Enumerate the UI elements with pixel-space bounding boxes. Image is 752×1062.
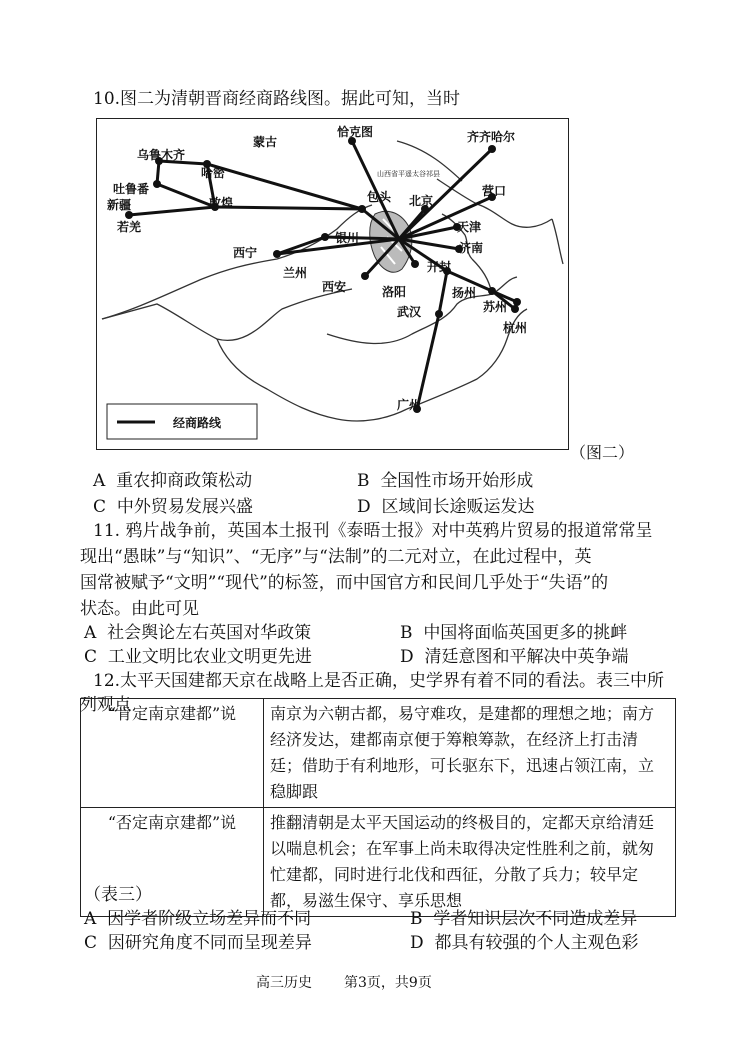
table-value: 南京为六朝古都，易守难攻，是建都的理想之地；南方经济发达，建都南京便于筹粮筹款，在经济上打击清廷；借助于有利地形，可长驱东下，迅速占领江南，立稳脚跟 — [264, 699, 676, 808]
footer-subject: 高三历史 — [256, 975, 312, 991]
table-row — [81, 808, 676, 917]
q12-option-a: A 因学者阶级立场差异而不同 — [84, 909, 312, 929]
trade-route-map — [96, 118, 569, 450]
city-label-kyakhta: 恰克图 — [337, 125, 374, 139]
q11-option-d: D 清廷意图和平解决中英争端 — [400, 647, 629, 667]
city-label-wuhan: 武汉 — [397, 305, 422, 319]
q10-option-b: B 全国性市场开始形成 — [357, 471, 534, 491]
city-label-dunhuang: 敦煌 — [209, 196, 234, 210]
city-label-lanzhou: 兰州 — [283, 266, 308, 280]
city-label-baotou: 包头 — [367, 190, 392, 204]
city-label-ruoqiang: 若羌 — [117, 220, 142, 234]
q11-option-b: B 中国将面临英国更多的挑衅 — [400, 623, 628, 643]
table-key: “否定南京建都”说 — [81, 808, 264, 917]
q10-option-c: C 中外贸易发展兴盛 — [93, 497, 253, 517]
q12-line-1: 12.太平天国建都天京在战略上是否正确，史学界有着不同的看法。表三中所 — [93, 671, 665, 691]
city-label-hangzhou: 杭州 — [503, 321, 528, 335]
city-label-tianjin: 天津 — [457, 220, 482, 234]
city-label-xinjiang: 新疆 — [107, 198, 132, 212]
shanxi-label: 山西省平遥太谷祁县 — [377, 170, 440, 178]
trade-routes — [129, 141, 517, 409]
city-label-xining: 西宁 — [233, 246, 258, 260]
q11-line-4: 状态。由此可见 — [80, 599, 199, 619]
q10-stem: 10.图二为清朝晋商经商路线图。据此可知，当时 — [93, 89, 461, 109]
city-label-urumqi: 乌鲁木齐 — [137, 148, 186, 162]
footer-page-number: 第3页，共9页 — [344, 975, 432, 991]
city-label-mongolia: 蒙古 — [253, 135, 278, 149]
city-label-suzhou: 苏州 — [483, 300, 508, 314]
figure-caption: （图二） — [570, 443, 635, 462]
map-svg — [97, 119, 568, 449]
table-value: 推翻清朝是太平天国运动的终极目的，定都天京给清廷以喘息机会；在军事上尚未取得决定性胜利之前，就匆忙建都，同时进行北伐和西征，分散了兵力；较早定都，易滋生保守、享乐思想 — [264, 808, 676, 917]
city-label-yingkou: 营口 — [482, 184, 507, 198]
city-label-qiqihar: 齐齐哈尔 — [467, 130, 516, 144]
q12-option-c: C 因研究角度不同而呈现差异 — [84, 933, 312, 953]
q11-line-1: 11. 鸦片战争前，英国本土报刊《泰晤士报》对中英鸦片贸易的报道常常呈 — [93, 521, 653, 541]
table-key: “肯定南京建都”说 — [81, 699, 264, 808]
city-label-luoyang: 洛阳 — [382, 285, 407, 299]
city-label-guangzhou: 广州 — [397, 398, 422, 412]
q11-line-3: 国常被赋予“文明”“现代”的标签，而中国官方和民间几乎处于“失语”的 — [80, 573, 609, 593]
city-label-jinan: 济南 — [459, 241, 484, 255]
city-label-beijing: 北京 — [409, 194, 434, 208]
city-label-yangzhou: 扬州 — [452, 286, 477, 300]
q11-option-a: A 社会舆论左右英国对华政策 — [84, 623, 312, 643]
city-label-turpan: 吐鲁番 — [113, 182, 150, 196]
city-label-yinchuan: 银川 — [335, 231, 360, 245]
table-row — [81, 699, 676, 808]
city-label-hami: 哈密 — [201, 166, 226, 180]
city-label-kaifeng: 开封 — [427, 260, 452, 274]
q11-option-c: C 工业文明比农业文明更先进 — [84, 647, 312, 667]
q12-option-b: B 学者知识层次不同造成差异 — [410, 909, 638, 929]
q12-option-d: D 都具有较强的个人主观色彩 — [410, 933, 639, 953]
city-label-xian: 西安 — [322, 280, 347, 294]
opinions-table — [80, 698, 676, 917]
q11-line-2: 现出“愚昧”与“知识”、“无序”与“法制”的二元对立，在此过程中，英 — [80, 547, 592, 567]
legend-label: 经商路线 — [173, 416, 222, 430]
q10-option-d: D 区域间长途贩运发达 — [357, 497, 535, 517]
table-caption: （表三） — [84, 885, 152, 905]
q10-option-a: A 重农抑商政策松动 — [93, 471, 253, 491]
q12-line-2: 列观点 — [80, 695, 131, 715]
